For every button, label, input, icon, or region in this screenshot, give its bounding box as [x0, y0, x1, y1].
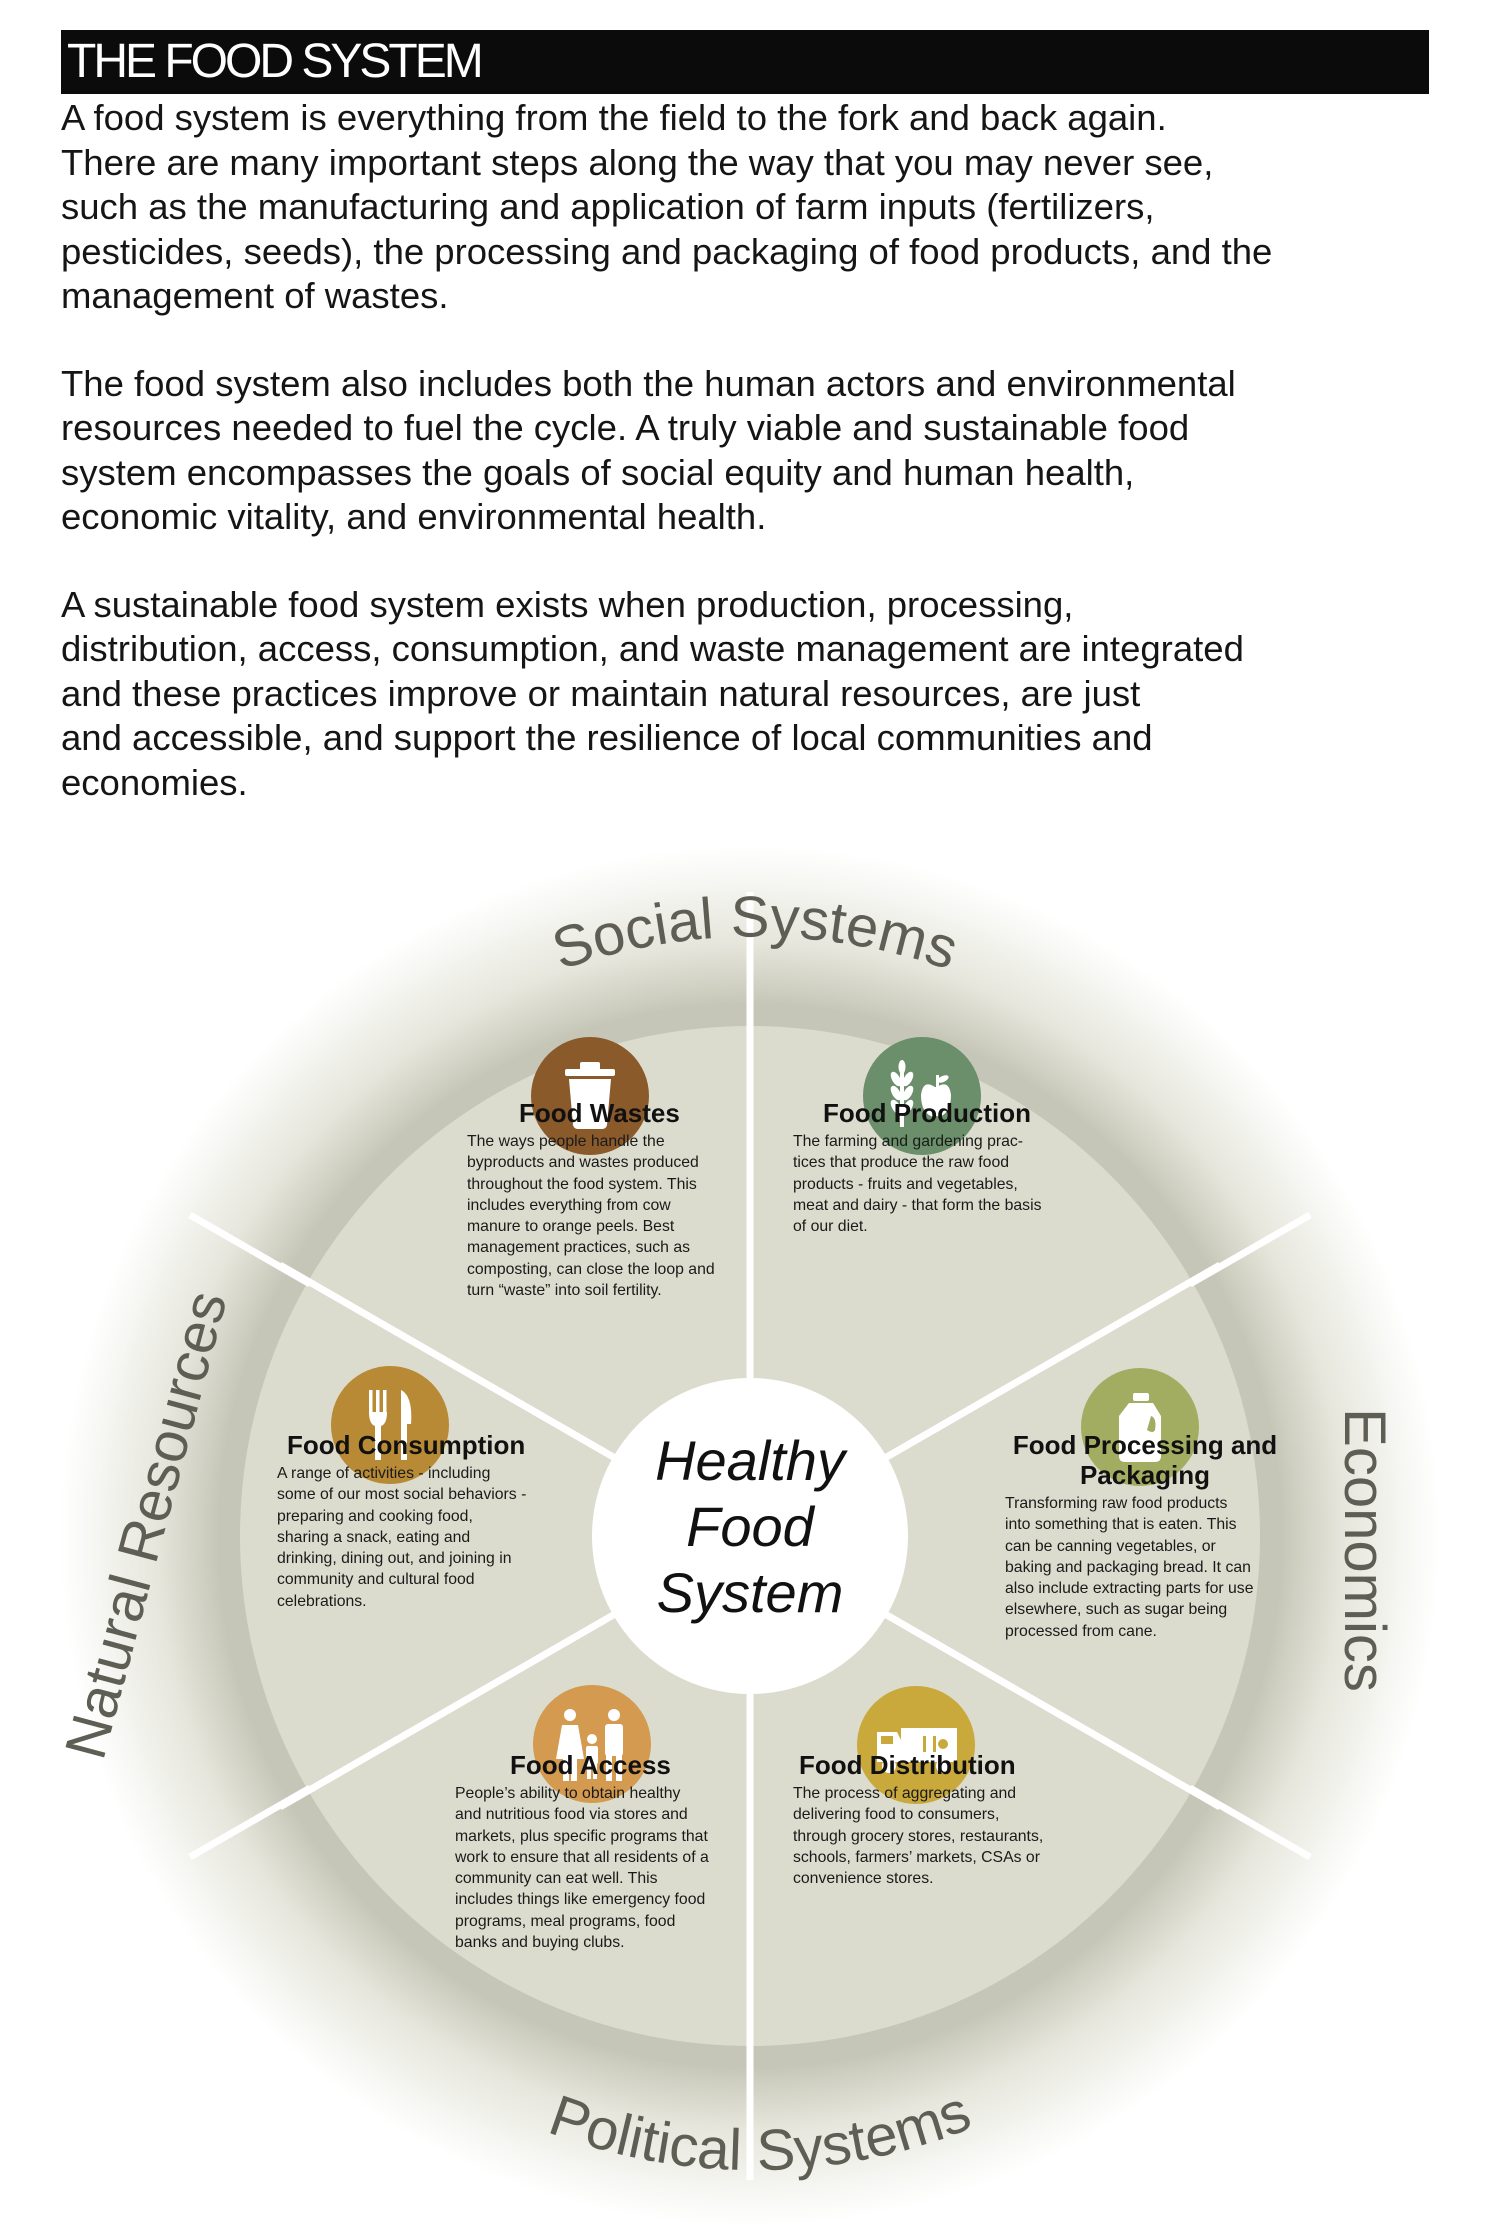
title-bar — [61, 30, 1429, 94]
intro-paragraph-1: A food system is everything from the field to the fork and back again. There are many important steps along the way that you may never see, such as the manufacturing and application of farm inputs (fertilizers, pesticides, seeds), the processing and packaging of food products, and the management of wastes. — [61, 97, 1273, 316]
label-natural-resources: Natural Resources — [52, 1284, 240, 1766]
segment-title: Food Access — [510, 1750, 671, 1780]
intro-paragraph-3: A sustainable food system exists when production, processing, distribution, access, consumption, and waste management are integrated and these practices improve or maintain natural resources, are just and accessible, and support the resilience of local communities and economies. — [61, 583, 1244, 803]
food-system-wheel — [0, 830, 1500, 2235]
label-economics: Economics — [1332, 1408, 1397, 1692]
segment-description: The process of aggregating and delivering food to consumers, through grocery stores, restaurants, schools, farmers’ markets, CSAs or convenience stores. — [793, 1785, 1044, 1888]
segment-description: Transforming raw food products into something that is eaten. This can be canning vegetables, or baking and packaging bread. It can also include extracting parts for use elsewhere, such as sugar being processed from cane. — [1005, 1495, 1254, 1640]
segment-food-consumption — [277, 1430, 557, 1612]
intro-paragraph-2: The food system also includes both the human actors and environmental resources needed to fuel the cycle. A truly viable and sustainable food system encompasses the goals of social equity and human health, economic vitality, and environmental health. — [61, 362, 1236, 537]
segment-title: Food Wastes — [519, 1098, 680, 1128]
segment-description: The ways people handle the byproducts and wastes produced throughout the food system. This includes everything from cow manure to orange peels. Best management practices, such as composting, can close the loop and turn “waste” into soil fertility. — [467, 1133, 715, 1300]
segment-title: Food Processing and Packaging — [1012, 1430, 1278, 1490]
segment-description: People’s ability to obtain healthy and nutritious food via stores and markets, plus specific programs that work to ensure that all residents of a community can eat well. This includes things like emergency food programs, meal programs, food banks and buying clubs. — [455, 1785, 709, 1952]
segment-title: Food Production — [823, 1098, 1031, 1128]
segment-food-processing — [1005, 1430, 1285, 1642]
segment-description: A range of activities - including some of our most social behaviors - preparing and cooking food, sharing a snack, eating and drinking, dining out, and joining in community and cultural food celebrations. — [277, 1465, 527, 1610]
center-label: Healthy Food System — [655, 1429, 845, 1624]
label-political-systems: Political Systems — [541, 2078, 979, 2184]
segment-food-production — [793, 1098, 1083, 1237]
segment-food-wastes — [467, 1098, 732, 1301]
segment-title: Food Consumption — [287, 1430, 526, 1460]
segment-food-distribution — [793, 1750, 1073, 1889]
segment-title: Food Distribution — [799, 1750, 1016, 1780]
segment-description: The farming and gardening prac- tices that produce the raw food products - fruits and vegetables, meat and dairy - that form the basis of our diet. — [793, 1133, 1042, 1236]
intro-text — [61, 96, 1451, 848]
label-social-systems: Social Systems — [544, 884, 966, 983]
segment-food-access — [455, 1750, 735, 1953]
page-title: THE FOOD SYSTEM — [67, 35, 481, 88]
